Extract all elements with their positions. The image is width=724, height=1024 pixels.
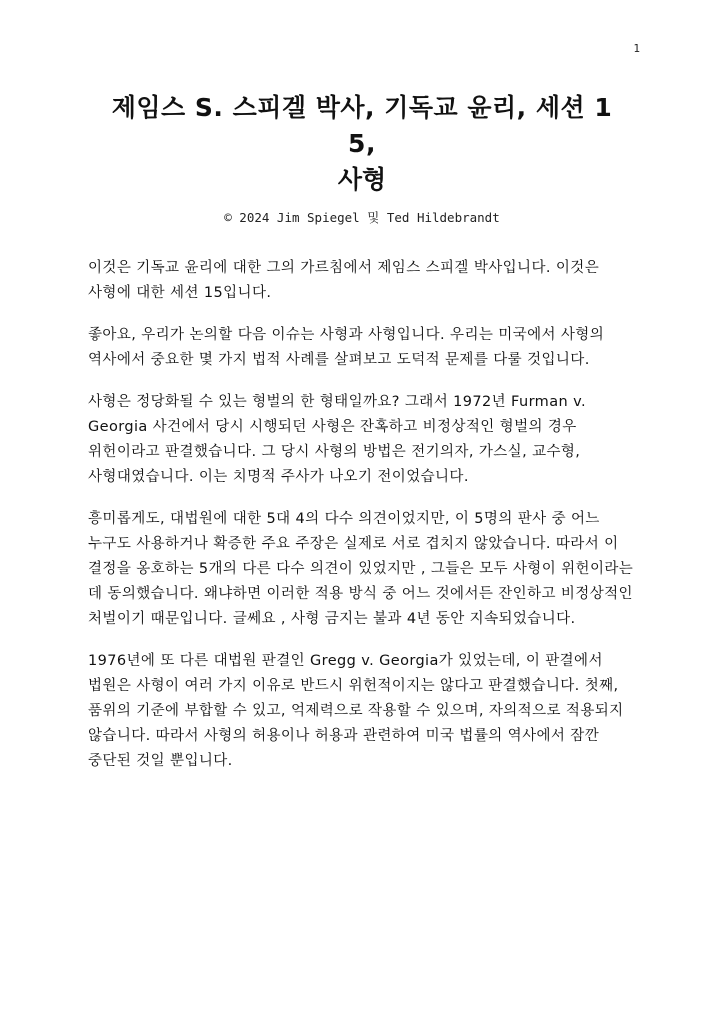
paragraph-gregg: 1976년에 또 다른 대법원 판결인 Gregg v. Georgia가 있었는데, 이 판결에서 법원은 사형이 여러 가지 이유로 반드시 위헌적이지는 않다고 판결했습니다. 첫째, 품위의 기준에 부합할 수 있고, 억제력으로 작용할 수 있으며, 자의적으로 적용되지 않습니다. 따라서 사형의 허용이나 허용과 관련하여 미국 법률의 역사에서 잠깐 중단된 것일 뿐입니다.: [88, 653, 624, 769]
paragraph-intro: 이것은 기독교 윤리에 대한 그의 가르침에서 제임스 스피겔 박사입니다. 이것은 사형에 대한 세션 15입니다.: [88, 260, 600, 301]
document-subtitle: 사형: [337, 165, 387, 194]
document-title-line2: 5,: [348, 129, 376, 158]
paragraph-topic: 좋아요, 우리가 논의할 다음 이슈는 사형과 사형입니다. 우리는 미국에서 사형의 역사에서 중요한 몇 가지 법적 사례를 살펴보고 도덕적 문제를 다룰 것입니다.: [88, 327, 605, 368]
paragraph-furman: 사형은 정당화될 수 있는 형벌의 한 형태일까요? 그래서 1972년 Furman v. Georgia 사건에서 당시 시행되던 사형은 잔혹하고 비정상적인 형벌의 경우 위헌이라고 판결했습니다. 그 당시 사형의 방법은 전기의자, 가스실, 교수형, 사형대였습니다. 이는 치명적 주사가 나오기 전이었습니다.: [88, 394, 586, 485]
page-number: 1: [633, 42, 640, 55]
document-title-line1: 제임스 S. 스피겔 박사, 기독교 윤리, 세션 1: [111, 93, 613, 122]
paragraph-majority-opinion: 흥미롭게도, 대법원에 대한 5대 4의 다수 의견이었지만, 이 5명의 판사 중 어느 누구도 사용하거나 확증한 주요 주장은 실제로 서로 겹치지 않았습니다. 따라서 이 결정을 옹호하는 5개의 다른 다수 의견이 있었지만 , 그들은 모두 사형이 위헌이라는 데 동의했습니다. 왜냐하면 이러한 적용 방식 중 어느 것에서든 잔인하고 비정상적인 처벌이기 때문입니다. 글쎄요 , 사형 금지는 불과 4년 동안 지속되었습니다.: [88, 511, 634, 627]
document-body: [88, 90, 636, 791]
copyright-notice: © 2024 Jim Spiegel 및 Ted Hildebrandt: [224, 210, 500, 225]
